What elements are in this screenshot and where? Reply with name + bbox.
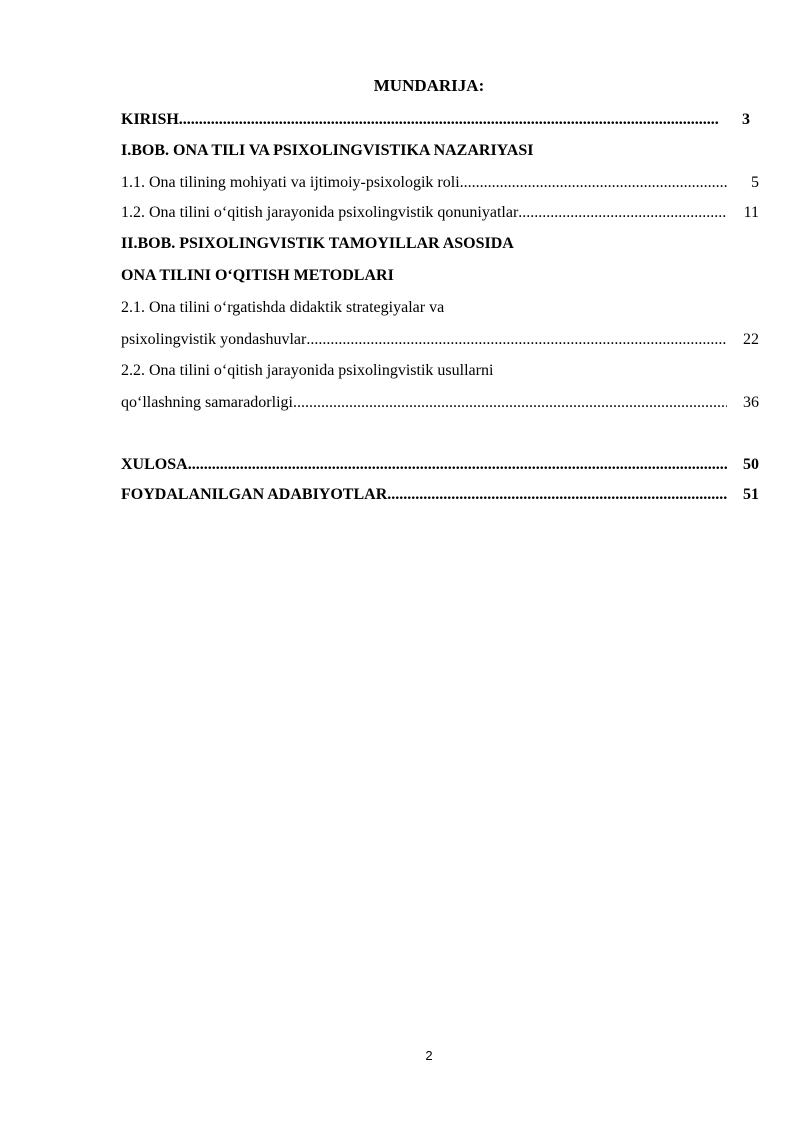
toc-entry-page: 22 bbox=[743, 331, 759, 348]
toc-entry-page: 50 bbox=[743, 456, 759, 473]
dot-leader bbox=[518, 202, 727, 224]
toc-entry-page: 51 bbox=[743, 486, 759, 503]
toc-entry-page: 5 bbox=[751, 174, 759, 191]
toc-entry-2-2-line-2 bbox=[121, 392, 759, 414]
toc-entry-page: 3 bbox=[742, 111, 750, 128]
toc-entry-text: ONA TILINI O‘QITISH METODLARI bbox=[121, 267, 394, 284]
toc-entry-text: psixolingvistik yondashuvlar bbox=[121, 331, 307, 348]
page-number: 2 bbox=[425, 1048, 433, 1063]
toc-entry-2-1-line-2 bbox=[121, 329, 759, 351]
toc-entry-1-1 bbox=[121, 172, 759, 194]
toc-title: MUNDARIJA: bbox=[373, 76, 485, 95]
dot-leader bbox=[387, 484, 727, 506]
toc-entry-text: 2.2. Ona tilini o‘qitish jarayonida psixolingvistik usullarni bbox=[121, 362, 494, 379]
toc-entry-text: II.BOB. PSIXOLINGVISTIK TAMOYILLAR ASOSIDA bbox=[121, 235, 514, 252]
toc-entry-1-2 bbox=[121, 202, 759, 224]
toc-heading-chapter-2-line-1 bbox=[121, 233, 759, 255]
toc-entry-text: I.BOB. ONA TILI VA PSIXOLINGVISTIKA NAZARIYASI bbox=[121, 142, 534, 159]
dot-leader bbox=[460, 172, 727, 194]
toc-entry-text: 1.1. Ona tilining mohiyati va ijtimoiy-psixologik roli bbox=[121, 174, 460, 191]
dot-leader bbox=[306, 329, 727, 351]
dot-leader bbox=[179, 109, 718, 131]
toc-entry-text: qo‘llashning samaradorligi bbox=[121, 394, 293, 411]
toc-entry-text: KIRISH bbox=[121, 111, 179, 128]
toc-entry-2-2-line-1 bbox=[121, 360, 759, 382]
toc-entry-adabiyotlar bbox=[121, 484, 759, 506]
toc-entry-2-1-line-1 bbox=[121, 297, 759, 319]
toc-entry-page: 36 bbox=[743, 394, 759, 411]
toc-entry-text: 2.1. Ona tilini o‘rgatishda didaktik strategiyalar va bbox=[121, 299, 445, 316]
toc-entry-text: 1.2. Ona tilini o‘qitish jarayonida psixolingvistik qonuniyatlar bbox=[121, 204, 519, 221]
dot-leader bbox=[188, 454, 727, 476]
toc-heading-chapter-2-line-2 bbox=[121, 265, 759, 287]
toc-entry-kirish bbox=[121, 109, 759, 131]
toc-heading-chapter-1 bbox=[121, 140, 759, 162]
toc-entry-xulosa bbox=[121, 454, 759, 476]
toc-entry-text: FOYDALANILGAN ADABIYOTLAR bbox=[121, 486, 388, 503]
toc-entry-text: XULOSA bbox=[121, 456, 188, 473]
dot-leader bbox=[293, 392, 727, 414]
toc-entry-page: 11 bbox=[743, 204, 759, 221]
